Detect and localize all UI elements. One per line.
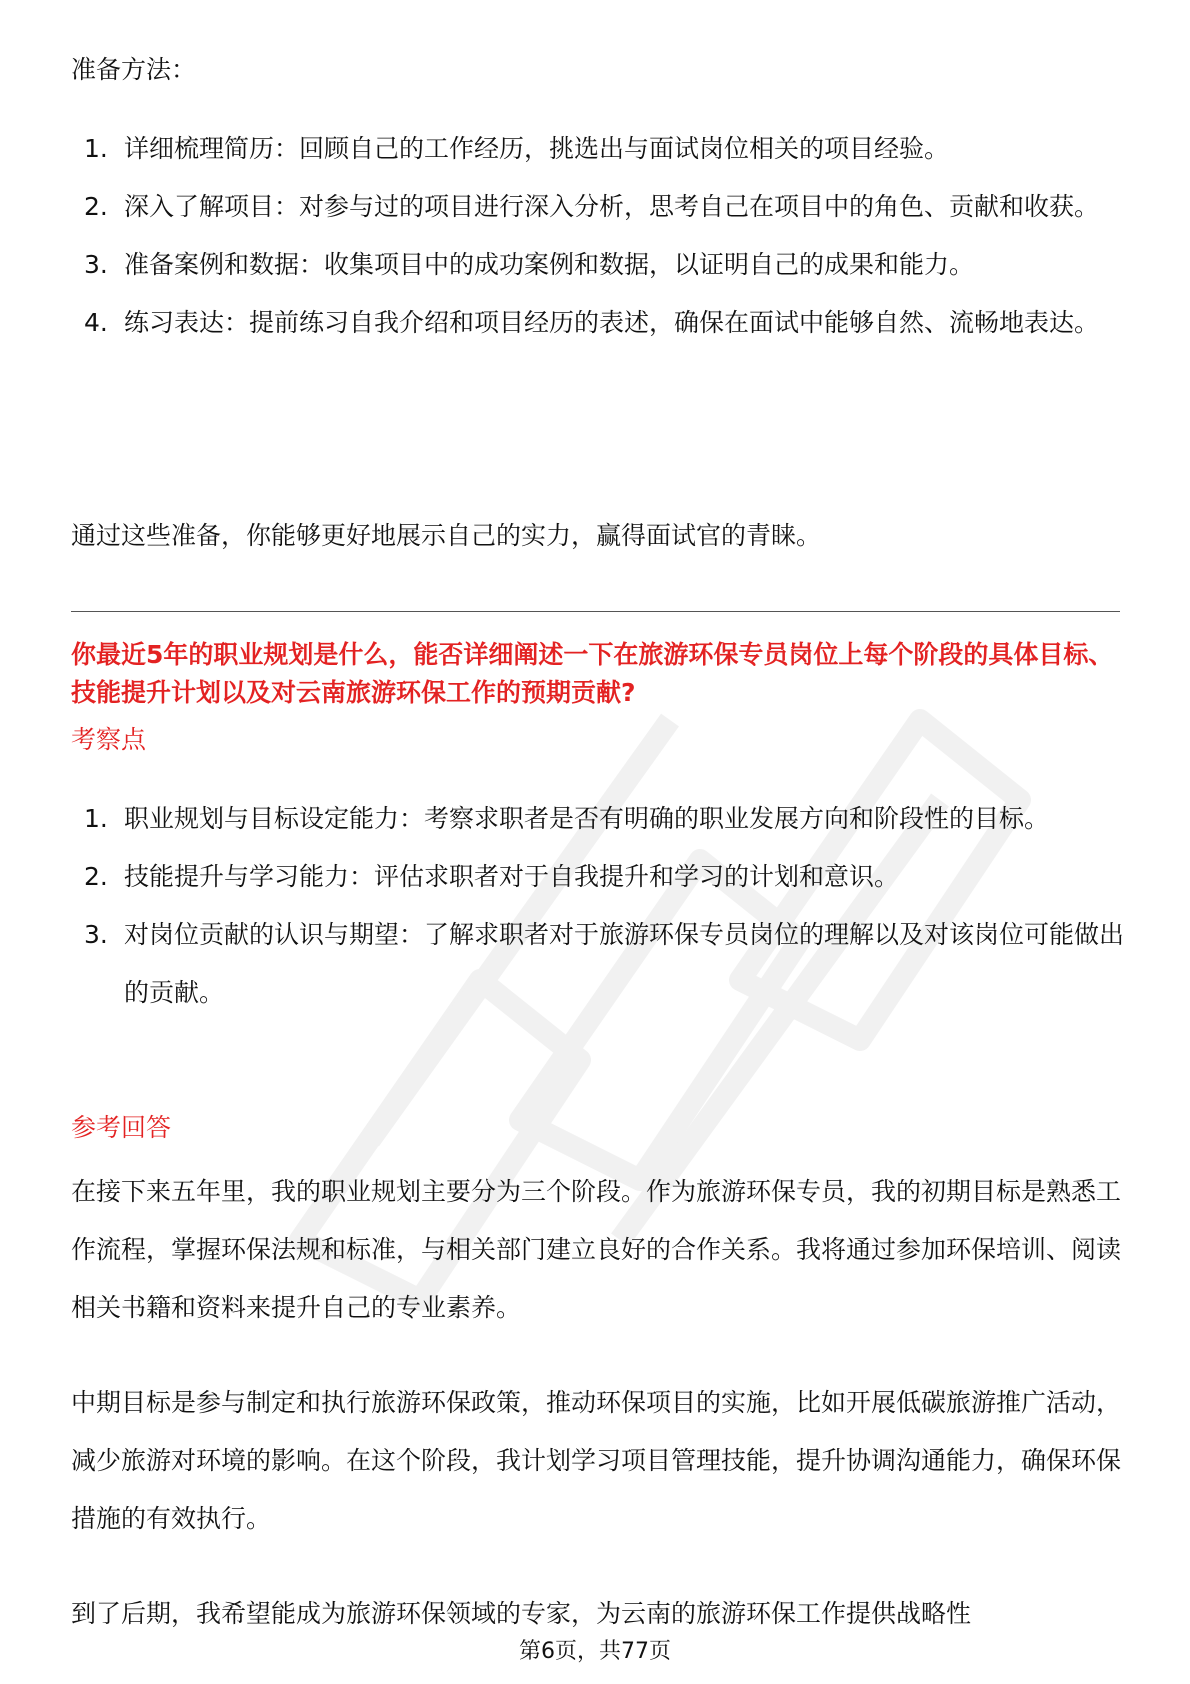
item-text: 技能提升与学习能力：评估求职者对于自我提升和学习的计划和意识。 [124,862,900,891]
item-text: 深入了解项目：对参与过的项目进行深入分析，思考自己在项目中的角色、贡献和收获。 [124,192,1100,221]
answer-paragraph: 在接下来五年里，我的职业规划主要分为三个阶段。作为旅游环保专员，我的初期目标是熟悉工作流程，掌握环保法规和标准，与相关部门建立良好的合作关系。我将通过参加环保培训、阅读相关书籍和资料来提升自己的专业素养。 [71,1177,1122,1322]
list-item [0,848,1190,906]
item-number: 2. [84,192,108,221]
item-text: 对岗位贡献的认识与期望：了解求职者对于旅游环保专员岗位的理解以及对该岗位可能做出的贡献。 [124,920,1125,1007]
list-item [0,120,1190,178]
item-number: 3. [84,920,108,949]
item-number: 3. [84,250,108,279]
exam-points-heading: 考察点 [71,725,147,754]
interview-question: 你最近5年的职业规划是什么，能否详细阐述一下在旅游环保专员岗位上每个阶段的具体目标、技能提升计划以及对云南旅游环保工作的预期贡献? [71,640,1114,707]
item-text: 职业规划与目标设定能力：考察求职者是否有明确的职业发展方向和阶段性的目标。 [124,804,1050,833]
answer-paragraph: 到了后期，我希望能成为旅游环保领域的专家，为云南的旅游环保工作提供战略性 [71,1599,972,1628]
item-number: 4. [84,308,108,337]
item-number: 1. [84,134,108,163]
prep-summary: 通过这些准备，你能够更好地展示自己的实力，赢得面试官的青睐。 [71,521,822,550]
list-item [0,294,1190,352]
item-number: 1. [84,804,108,833]
answer-paragraph: 中期目标是参与制定和执行旅游环保政策，推动环保项目的实施，比如开展低碳旅游推广活动，减少旅游对环境的影响。在这个阶段，我计划学习项目管理技能，提升协调沟通能力，确保环保措施的有效执行。 [71,1388,1122,1533]
list-item [0,236,1190,294]
exam-points-list [0,790,1190,1022]
item-number: 2. [84,862,108,891]
list-item [0,178,1190,236]
item-text: 准备案例和数据：收集项目中的成功案例和数据，以证明自己的成果和能力。 [124,250,975,279]
prep-heading: 准备方法： [71,55,197,84]
prep-list [0,120,1190,352]
section-divider [71,611,1120,612]
reference-answer-heading: 参考回答 [71,1113,172,1142]
list-item [0,790,1190,848]
page-number: 第6页，共77页 [519,1639,671,1664]
item-text: 详细梳理简历：回顾自己的工作经历，挑选出与面试岗位相关的项目经验。 [124,134,950,163]
item-text: 练习表达：提前练习自我介绍和项目经历的表述，确保在面试中能够自然、流畅地表达。 [124,308,1100,337]
list-item [0,906,1190,1022]
